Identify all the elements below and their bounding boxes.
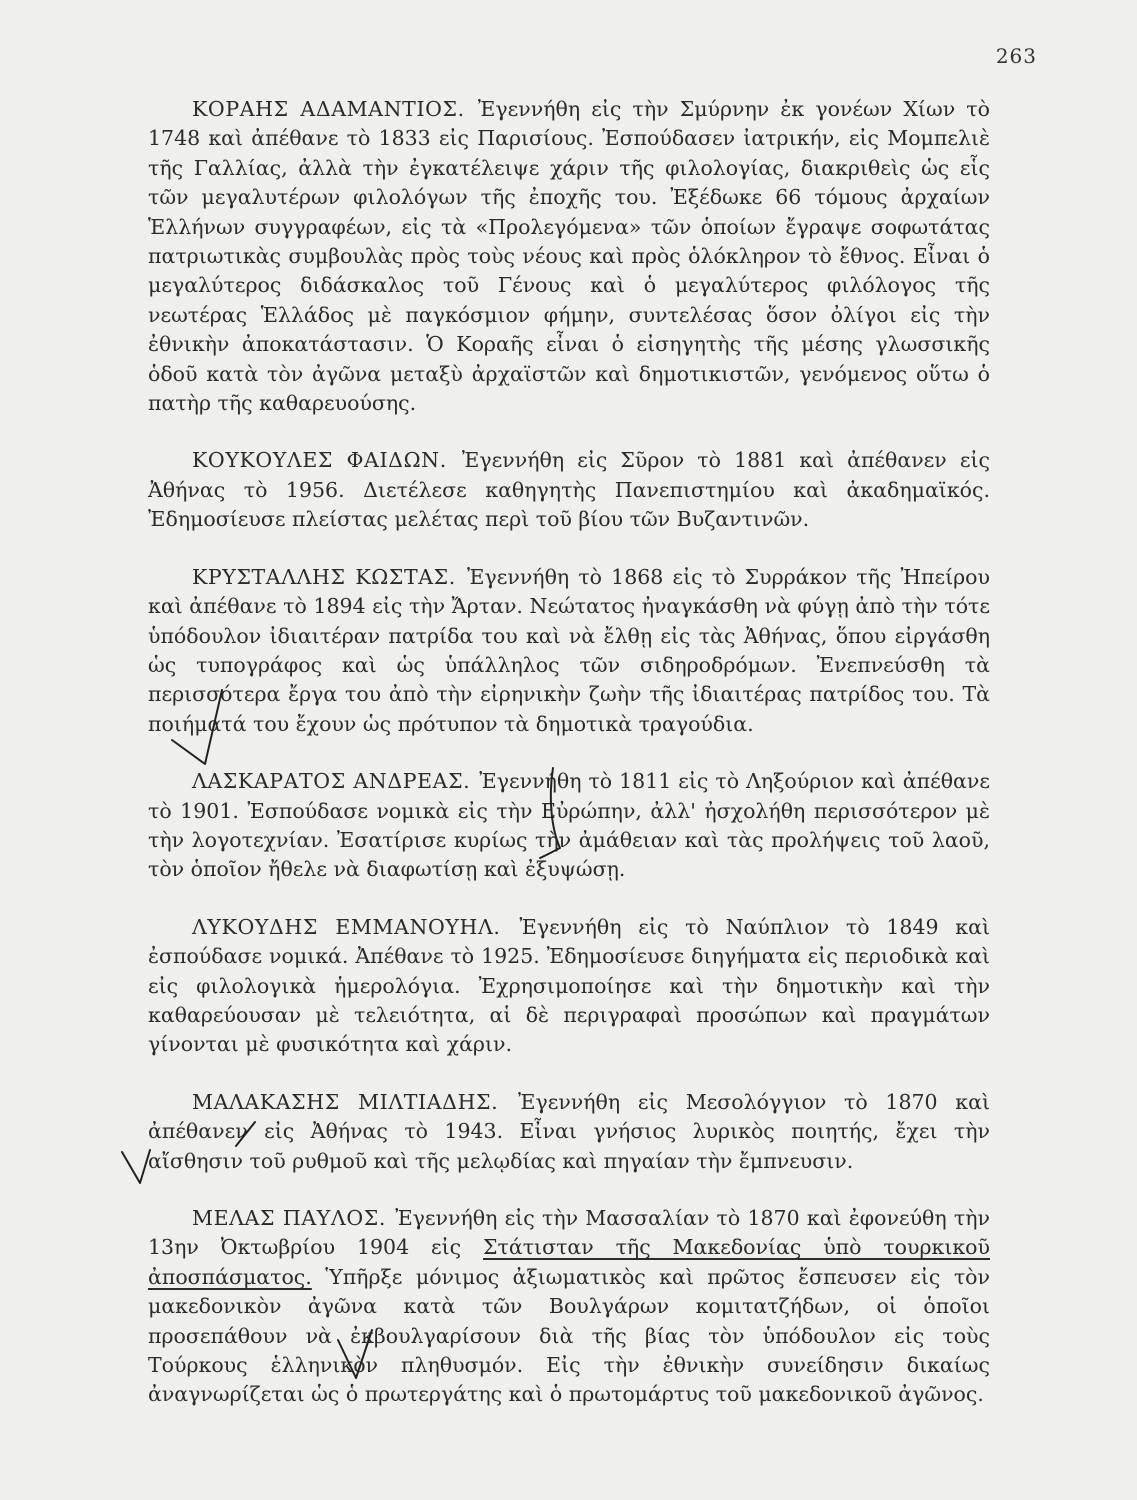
entry-melas: [148, 1204, 990, 1410]
entry-krystallis: [148, 563, 990, 739]
biography-column: [148, 95, 990, 1438]
entry-text: Ἐγεννήθη εἰς Σῦρον τὸ 1881 καὶ ἀπέθανεν εἰς Ἀθήνας τὸ 1956. Διετέλεσε καθηγητὴς Πανεπιστημίου καὶ ἀκαδημαϊκός. Ἐδημοσίευσε πλείστας μελέτας περὶ τοῦ βίου τῶν Βυζαντινῶν.: [148, 448, 990, 532]
entry-laskaratos: [148, 767, 990, 885]
check-mark-melas: [122, 1150, 150, 1183]
entry-text: Ἐγεννήθη εἰς τὸ Ναύπλιον τὸ 1849 καὶ ἐσπούδασε νομικά. Ἀπέθανε τὸ 1925. Ἐδημοσίευσε διηγήματα εἰς περιοδικὰ καὶ εἰς φιλολογικὰ ἡμερολόγια. Ἐχρησιμοποίησε καὶ τὴν δημοτικὴν καὶ τὴν καθαρεύουσαν μὲ τελειότητα, αἱ δὲ περιγραφαὶ προσώπων καὶ πραγμάτων γίνονται μὲ φυσικότητα καὶ χάριν.: [148, 914, 990, 1057]
entry-name: ΚΡΥΣΤΑΛΛΗΣ ΚΩΣΤΑΣ.: [192, 564, 456, 589]
page-number: 263: [995, 44, 1037, 68]
entry-text: Ἐγεννήθη εἰς τὴν Σμύρνην ἐκ γονέων Χίων τὸ 1748 καὶ ἀπέθανε τὸ 1833 εἰς Παρισίους. Ἐσπούδασεν ἰατρικήν, εἰς Μομπελιὲ τῆς Γαλλίας, ἀλλὰ τὴν ἐγκατέλειψε χάριν τῆς φιλολογίας, διακριθεὶς ὡς εἷς τῶν μεγαλυτέρων φιλολόγων τῆς ἐποχῆς του. Ἐξέδωκε 66 τόμους ἀρχαίων Ἑλλήνων συγγραφέων, εἰς τὰ «Προλεγόμενα» τῶν ὁποίων ἔγραψε σοφωτάτας πατριωτικὰς συμβουλὰς πρὸς τοὺς νέους καὶ πρὸς ὁλόκληρον τὸ ἔθνος. Εἶναι ὁ μεγαλύτερος διδάσκαλος τοῦ Γένους καὶ ὁ μεγαλύτερος φιλόλογος τῆς νεωτέρας Ἑλλάδος μὲ παγκόσμιον φήμην, συντελέσας ὅσον ὀλίγοι εἰς τὴν ἐθνικὴν ἀποκατάστασιν. Ὁ Κοραῆς εἶναι ὁ εἰσηγητὴς τῆς μέσης γλωσσικῆς ὁδοῦ κατὰ τὸν ἀγῶνα μεταξὺ ἀρχαϊστῶν καὶ δημοτικιστῶν, γενόμενος οὕτω ὁ πατὴρ τῆς καθαρευούσης.: [148, 97, 990, 416]
entry-text: Ἐγεννήθη τὸ 1811 εἰς τὸ Ληξούριον καὶ ἀπέθανε τὸ 1901. Ἐσπούδασε νομικὰ εἰς τὴν Εὐρώπην, ἀλλ' ἠσχολήθη περισσότερον μὲ τὴν λογοτεχνίαν. Ἐσατίρισε κυρίως τὴν ἀμάθειαν καὶ τὰς προλήψεις τοῦ λαοῦ, τὸν ὁποῖον ἤθελε νὰ διαφωτίσῃ καὶ ἐξυψώσῃ.: [148, 769, 990, 882]
entry-text: Ἐγεννήθη εἰς Μεσολόγγιον τὸ 1870 καὶ ἀπέθανεν εἰς Ἀθήνας τὸ 1943. Εἶναι γνήσιος λυρικὸς ποιητής, ἔχει τὴν αἴσθησιν τοῦ ρυθμοῦ καὶ τῆς μελῳδίας καὶ πηγαίαν τὴν ἔμπνευσιν.: [148, 1089, 990, 1173]
entry-koukoules: [148, 446, 990, 534]
entry-text: Ἐγεννήθη τὸ 1868 εἰς τὸ Συρράκον τῆς Ἠπείρου καὶ ἀπέθανε τὸ 1894 εἰς τὴν Ἄρταν. Νεώτατος ἠναγκάσθη νὰ φύγῃ ἀπὸ τὴν τότε ὑπόδουλον ἰδιαιτέραν πατρίδα του καὶ νὰ ἔλθῃ εἰς τὰς Ἀθήνας, ὅπου εἰργάσθη ὡς τυπογράφος καὶ ὡς ὑπάλληλος τῶν σιδηροδρόμων. Ἐνεπνεύσθη τὰ περισσότερα ἔργα του ἀπὸ τὴν εἰρηνικὴν ζωὴν τῆς ἰδιαιτέρας πατρίδος του. Τὰ ποιήματά του ἔχουν ὡς πρότυπον τὰ δημοτικὰ τραγούδια.: [148, 564, 990, 736]
entry-name: ΚΟΡΑΗΣ ΑΔΑΜΑΝΤΙΟΣ.: [192, 97, 465, 121]
entry-text-before: Ἐγεννήθη εἰς τὴν Μασσαλίαν τὸ 1870 καὶ ἐφονεύθη τὴν 13ην Ὀκτωβρίου 1904 εἰς: [148, 1206, 990, 1260]
entry-koraes: [148, 95, 990, 418]
entry-name: ΚΟΥΚΟΥΛΕΣ ΦΑΙΔΩΝ.: [192, 448, 447, 473]
entry-name: ΛΥΚΟΥΔΗΣ ΕΜΜΑΝΟΥΗΛ.: [192, 914, 501, 939]
entry-name: ΜΕΛΑΣ ΠΑΥΛΟΣ.: [192, 1206, 386, 1230]
entry-lykoudis: [148, 913, 990, 1060]
entry-name: ΛΑΣΚΑΡΑΤΟΣ ΑΝΔΡΕΑΣ.: [192, 769, 471, 794]
entry-text-underlined: Στάτισταν τῆς Μακεδονίας ὑπὸ τουρκικοῦ ἀποσπάσματος.: [148, 1235, 990, 1289]
entry-malakasis: [148, 1088, 990, 1176]
entry-name: ΜΑΛΑΚΑΣΗΣ ΜΙΛΤΙΑΔΗΣ.: [192, 1089, 499, 1114]
entry-text-after: Ὑπῆρξε μόνιμος ἀξιωματικὸς καὶ πρῶτος ἔσπευσεν εἰς τὸν μακεδονικὸν ἀγῶνα κατὰ τῶν Βουλγάρων κομιτατζήδων, οἱ ὁποῖοι προσεπάθουν νὰ ἐκβουλγαρίσουν διὰ τῆς βίας τὸν ὑπόδουλον εἰς τοὺς Τούρκους ἑλληνικὸν πληθυσμόν. Εἰς τὴν ἐθνικὴν συνείδησιν δικαίως ἀναγνωρίζεται ὡς ὁ πρωτεργάτης καὶ ὁ πρωτομάρτυς τοῦ μακεδονικοῦ ἀγῶνος.: [148, 1264, 990, 1407]
